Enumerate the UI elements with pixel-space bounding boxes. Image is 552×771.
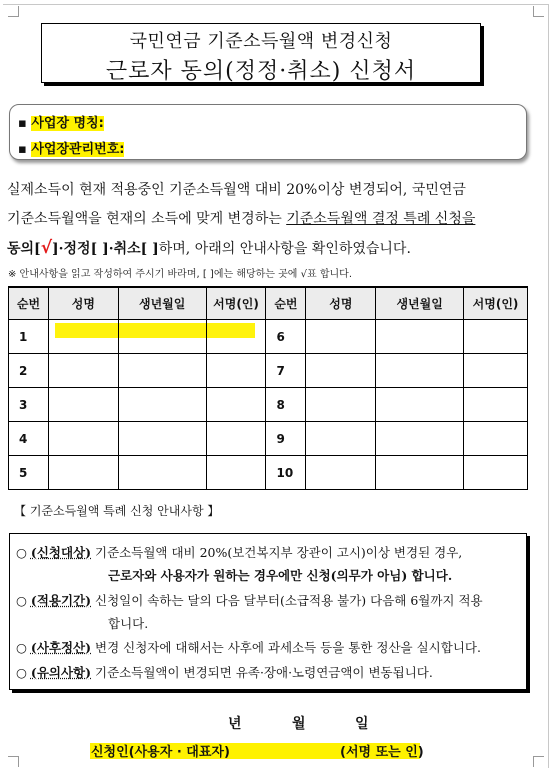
row-number: 6: [266, 320, 306, 354]
header-signature: 서명(인): [206, 287, 266, 320]
circle-bullet-icon: ○: [16, 545, 27, 560]
guide-title: 【 기준소득월액 특례 신청 안내사항 】: [14, 504, 220, 518]
document-title-line1: 국민연금 기준소득월액 변경신청: [129, 31, 393, 52]
intro-line2a: 기준소득월액을 현재의 소득에 맞게 변경하는: [7, 211, 287, 227]
signature-cell[interactable]: [206, 422, 266, 456]
table-row: [9, 388, 528, 422]
row-number: 2: [9, 354, 49, 388]
table-header-row: [9, 287, 528, 320]
header-seq: 순번: [9, 287, 49, 320]
circle-bullet-icon: ○: [16, 665, 27, 680]
header-birthdate: 생년월일: [118, 287, 206, 320]
table-row: [9, 320, 528, 354]
business-info-box: [9, 104, 527, 160]
guide-text: 변경 신청자에 대해서는 사후에 과세소득 등을 통한 정산을 실시합니다.: [91, 640, 481, 655]
signature-cell[interactable]: [464, 388, 528, 422]
guide-text: 기준소득월액이 변경되면 유족·장애·노령연금액이 변동됩니다.: [91, 665, 433, 680]
table-row: [9, 422, 528, 456]
guide-key: (사후정산): [30, 640, 92, 655]
title-box: [41, 23, 481, 83]
guide-item-caution: [16, 661, 521, 684]
header-name: 성명: [48, 287, 118, 320]
guide-key: (신청대상): [30, 545, 92, 560]
birthdate-cell[interactable]: [376, 354, 464, 388]
business-name-label: 사업장 명칭:: [31, 116, 104, 131]
header-seq: 순번: [266, 287, 306, 320]
consent-label: 동의[: [7, 241, 41, 257]
name-cell[interactable]: [48, 456, 118, 490]
circle-bullet-icon: ○: [16, 640, 27, 655]
signature-cell[interactable]: [464, 320, 528, 354]
intro-line1: 실제소득이 현재 적용중인 기준소득월액 대비 20%이상 변경되어, 국민연금: [7, 182, 466, 198]
signature-cell[interactable]: [464, 422, 528, 456]
row-number: 9: [266, 422, 306, 456]
intro-paragraph: [7, 176, 527, 264]
header-signature: 서명(인): [464, 287, 528, 320]
name-cell[interactable]: [306, 422, 376, 456]
birthdate-cell[interactable]: [118, 388, 206, 422]
birthdate-cell[interactable]: [118, 422, 206, 456]
birthdate-cell[interactable]: [118, 354, 206, 388]
name-cell[interactable]: [306, 354, 376, 388]
document-title-line2: 근로자 동의(정정·취소) 신청서: [105, 59, 417, 84]
guide-text-cont: 근로자와 사용자가 원하는 경우에만 신청(의무가 아님) 합니다.: [108, 568, 453, 583]
circle-bullet-icon: ○: [16, 593, 27, 608]
guide-item-settlement: [16, 636, 521, 659]
row-number: 4: [9, 422, 49, 456]
guide-box: [9, 533, 527, 690]
correction-cancel-options[interactable]: ]·정정[ ]·취소[ ]: [52, 241, 159, 257]
date-day-label: 일: [355, 716, 369, 732]
guide-key: (적용기간): [30, 593, 92, 608]
signature-cell[interactable]: [206, 320, 266, 354]
guide-text: 신청일이 속하는 달의 다음 달부터(소급적용 불가) 다음해 6월까지 적용: [91, 593, 483, 608]
business-name-row[interactable]: [18, 112, 104, 131]
table-row: [9, 456, 528, 490]
row-number: 3: [9, 388, 49, 422]
name-cell[interactable]: [48, 320, 118, 354]
check-icon[interactable]: √: [40, 238, 53, 258]
signature-cell[interactable]: [206, 388, 266, 422]
guide-item-period: [16, 589, 521, 635]
bullet-icon: ▪: [18, 116, 32, 131]
instruction-note: ※ 안내사항을 읽고 작성하여 주시기 바라며, [ ]에는 해당하는 곳에 √표 합니다.: [8, 269, 353, 280]
birthdate-cell[interactable]: [376, 456, 464, 490]
corner-mark: [8, 756, 19, 767]
intro-line3c: 하며, 아래의 안내사항을 확인하였습니다.: [158, 241, 411, 257]
signature-label[interactable]: (서명 또는 인): [340, 745, 424, 760]
birthdate-cell[interactable]: [376, 422, 464, 456]
signers-table: [8, 286, 528, 490]
corner-mark: [8, 6, 19, 17]
signature-cell[interactable]: [464, 354, 528, 388]
name-cell[interactable]: [306, 320, 376, 354]
business-id-row[interactable]: [18, 138, 124, 157]
date-month-label: 월: [292, 716, 306, 732]
intro-line2b: 기준소득월액 결정 특례 신청을: [286, 211, 476, 227]
row-number: 8: [266, 388, 306, 422]
guide-key: (유의사항): [30, 665, 92, 680]
birthdate-cell[interactable]: [376, 320, 464, 354]
signature-cell[interactable]: [206, 456, 266, 490]
name-cell[interactable]: [48, 422, 118, 456]
header-birthdate: 생년월일: [376, 287, 464, 320]
bullet-icon: ▪: [18, 142, 32, 157]
table-row: [9, 354, 528, 388]
row-number: 10: [266, 456, 306, 490]
name-cell[interactable]: [306, 388, 376, 422]
business-id-label: 사업장관리번호:: [31, 142, 125, 157]
birthdate-cell[interactable]: [118, 456, 206, 490]
signature-cell[interactable]: [206, 354, 266, 388]
name-cell[interactable]: [306, 456, 376, 490]
row-number: 1: [9, 320, 49, 354]
name-cell[interactable]: [48, 354, 118, 388]
corner-mark: [533, 6, 544, 17]
header-name: 성명: [306, 287, 376, 320]
guide-text-cont: 합니다.: [108, 616, 149, 631]
birthdate-cell[interactable]: [118, 320, 206, 354]
name-cell[interactable]: [48, 388, 118, 422]
guide-text: 기준소득월액 대비 20%(보건복지부 장관이 고시)이상 변경된 경우,: [91, 545, 463, 560]
date-year-label: 년: [228, 716, 242, 732]
corner-mark: [533, 756, 544, 767]
guide-item-eligibility: [16, 541, 521, 587]
signature-cell[interactable]: [464, 456, 528, 490]
row-number: 5: [9, 456, 49, 490]
row-number: 7: [266, 354, 306, 388]
applicant-label: 신청인(사용자 · 대표자): [91, 745, 230, 760]
birthdate-cell[interactable]: [376, 388, 464, 422]
